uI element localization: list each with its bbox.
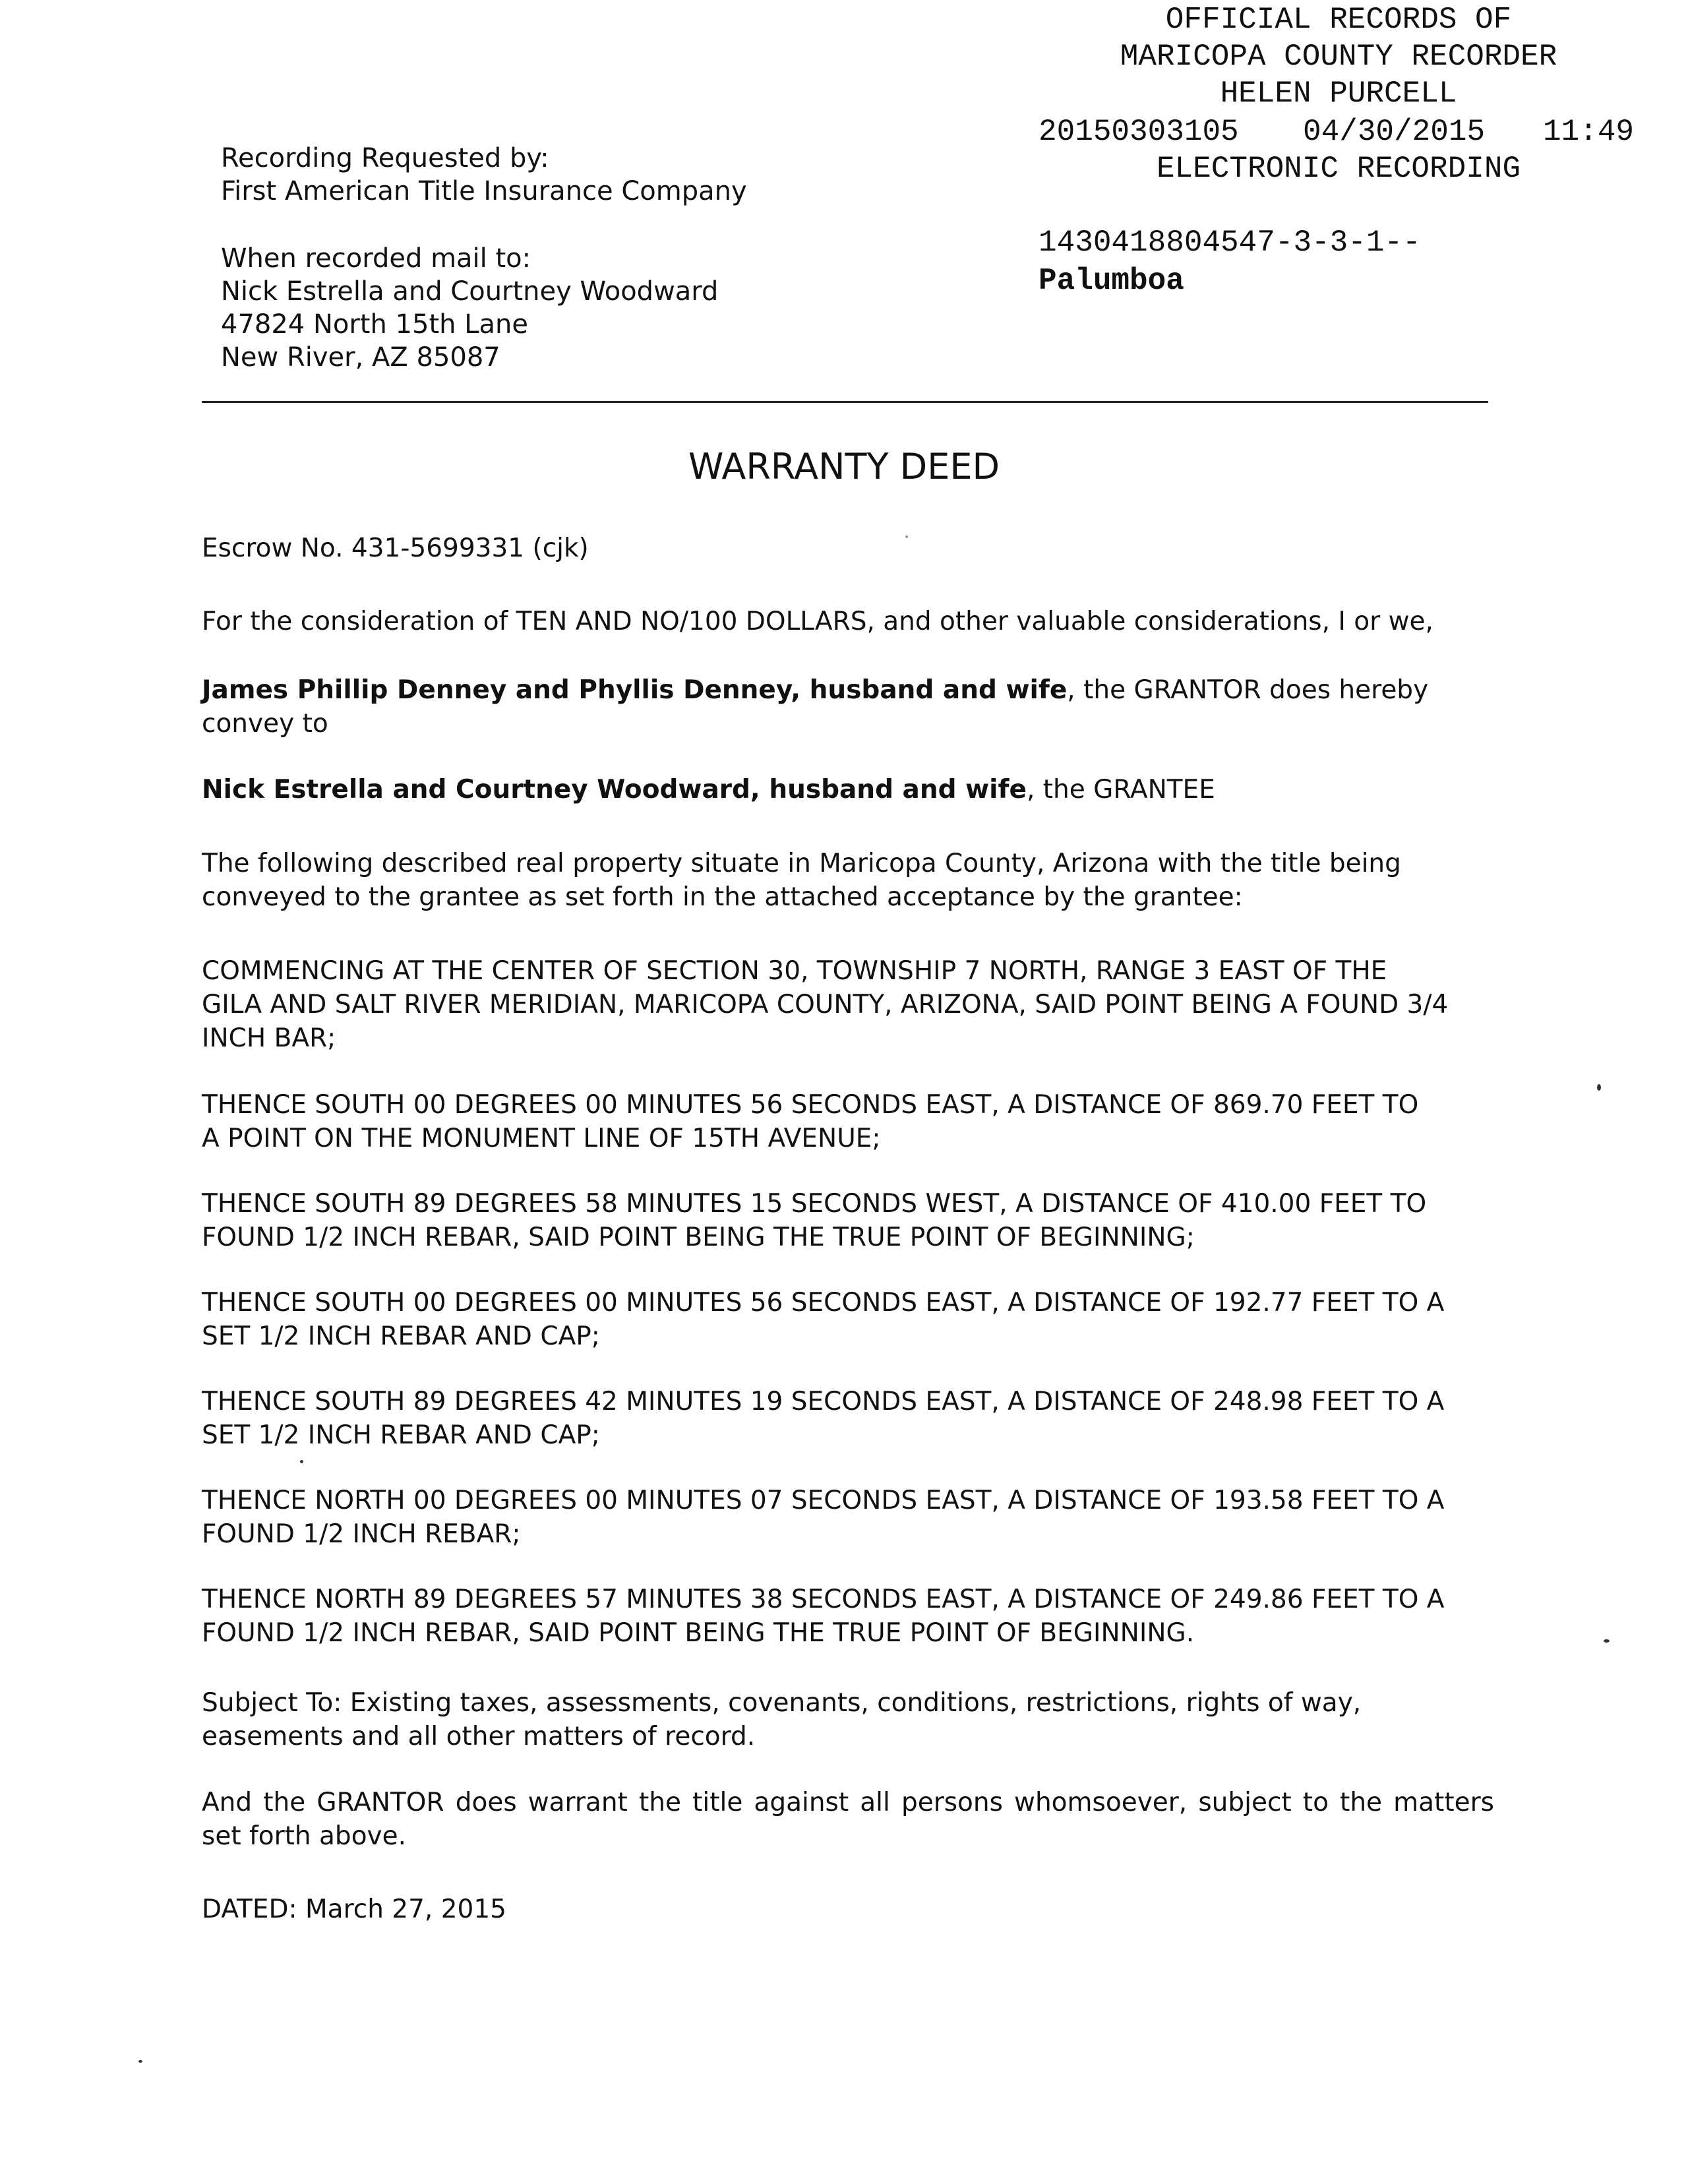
recorder-line-official-records: OFFICIAL RECORDS OF — [1165, 3, 1512, 37]
legal-description-course-5: THENCE NORTH 00 DEGREES 00 MINUTES 07 SECONDS EAST, A DISTANCE OF 193.58 FEET TO A FOUND 1/2 INCH REBAR; — [202, 1486, 1445, 1549]
legal-description-course-4: THENCE SOUTH 89 DEGREES 42 MINUTES 19 SECONDS EAST, A DISTANCE OF 248.98 FEET TO A SET 1/2 INCH REBAR AND CAP; — [202, 1387, 1445, 1450]
grantor-text: , the GRANTOR does hereby convey to — [202, 675, 1429, 739]
consideration-paragraph: For the consideration of TEN AND NO/100 DOLLARS, and other valuable considerations, I or we, — [202, 607, 1433, 636]
recorder-electronic-recording: ELECTRONIC RECORDING — [1156, 152, 1521, 186]
recorder-record-number: 20150303105 — [1039, 115, 1239, 149]
scan-speck — [300, 1460, 303, 1463]
mail-to-name: Nick Estrella and Courtney Woodward — [221, 276, 719, 307]
mail-to-label: When recorded mail to: — [221, 243, 531, 274]
recorder-line-name: HELEN PURCELL — [1220, 76, 1457, 111]
scan-speck — [905, 535, 908, 538]
mail-to-city: New River, AZ 85087 — [221, 342, 500, 373]
scan-speck — [1604, 1639, 1610, 1643]
legal-description-course-6: THENCE NORTH 89 DEGREES 57 MINUTES 38 SECONDS EAST, A DISTANCE OF 249.86 FEET TO A FOUND 1/2 INCH REBAR, SAID POINT BEING THE TRUE POINT OF BEGINNING. — [202, 1585, 1445, 1648]
recorder-record-date: 04/30/2015 — [1303, 115, 1486, 149]
legal-description-course-2: THENCE SOUTH 89 DEGREES 58 MINUTES 15 SECONDS WEST, A DISTANCE OF 410.00 FEET TO FOUND 1/2 INCH REBAR, SAID POINT BEING THE TRUE POINT OF BEGINNING; — [202, 1189, 1427, 1252]
legal-description-course-3: THENCE SOUTH 00 DEGREES 00 MINUTES 56 SECONDS EAST, A DISTANCE OF 192.77 FEET TO A SET 1/2 INCH REBAR AND CAP; — [202, 1288, 1445, 1351]
grantor-paragraph — [202, 673, 1494, 741]
header-divider — [202, 401, 1488, 403]
warranty-paragraph: And the GRANTOR does warrant the title against all persons whomsoever, subject to the matters set forth above. — [202, 1788, 1494, 1851]
subject-to-paragraph: Subject To: Existing taxes, assessments, covenants, conditions, restrictions, rights of way, easements and all other matters of record. — [202, 1688, 1362, 1751]
document-title: WARRANTY DEED — [688, 446, 1000, 487]
scan-speck — [138, 2060, 142, 2063]
scan-speck — [1597, 1084, 1601, 1091]
mail-to-street: 47824 North 15th Lane — [221, 309, 528, 340]
escrow-number: Escrow No. 431-5699331 (cjk) — [202, 533, 589, 563]
recorder-line-county: MARICOPA COUNTY RECORDER — [1120, 40, 1557, 74]
recording-requested-by: First American Title Insurance Company — [221, 176, 747, 206]
recording-requested-label: Recording Requested by: — [221, 143, 549, 173]
recorder-document-id: 1430418804547-3-3-1-- — [1039, 226, 1421, 260]
recorder-clerk: Palumboa — [1039, 264, 1184, 298]
recorder-record-time: 11:49 — [1543, 115, 1635, 149]
grantee-paragraph — [202, 773, 1507, 806]
legal-description-course-1: THENCE SOUTH 00 DEGREES 00 MINUTES 56 SECONDS EAST, A DISTANCE OF 869.70 FEET TO A POINT ON THE MONUMENT LINE OF 15TH AVENUE; — [202, 1090, 1419, 1153]
legal-description-commencing: COMMENCING AT THE CENTER OF SECTION 30, TOWNSHIP 7 NORTH, RANGE 3 EAST OF THE GILA AND SALT RIVER MERIDIAN, MARICOPA COUNTY, ARIZONA, SAID POINT BEING A FOUND 3/4 INCH BAR; — [202, 956, 1449, 1053]
grantee-text: , the GRANTEE — [1026, 775, 1215, 804]
grantee-names: Nick Estrella and Courtney Woodward, husband and wife — [202, 775, 1027, 804]
grantor-names: James Phillip Denney and Phyllis Denney, husband and wife — [202, 675, 1068, 705]
dated-line: DATED: March 27, 2015 — [202, 1895, 506, 1924]
property-intro-paragraph: The following described real property situate in Maricopa County, Arizona with the title being conveyed to the grantee as set forth in the attached acceptance by the grantee: — [202, 849, 1401, 912]
